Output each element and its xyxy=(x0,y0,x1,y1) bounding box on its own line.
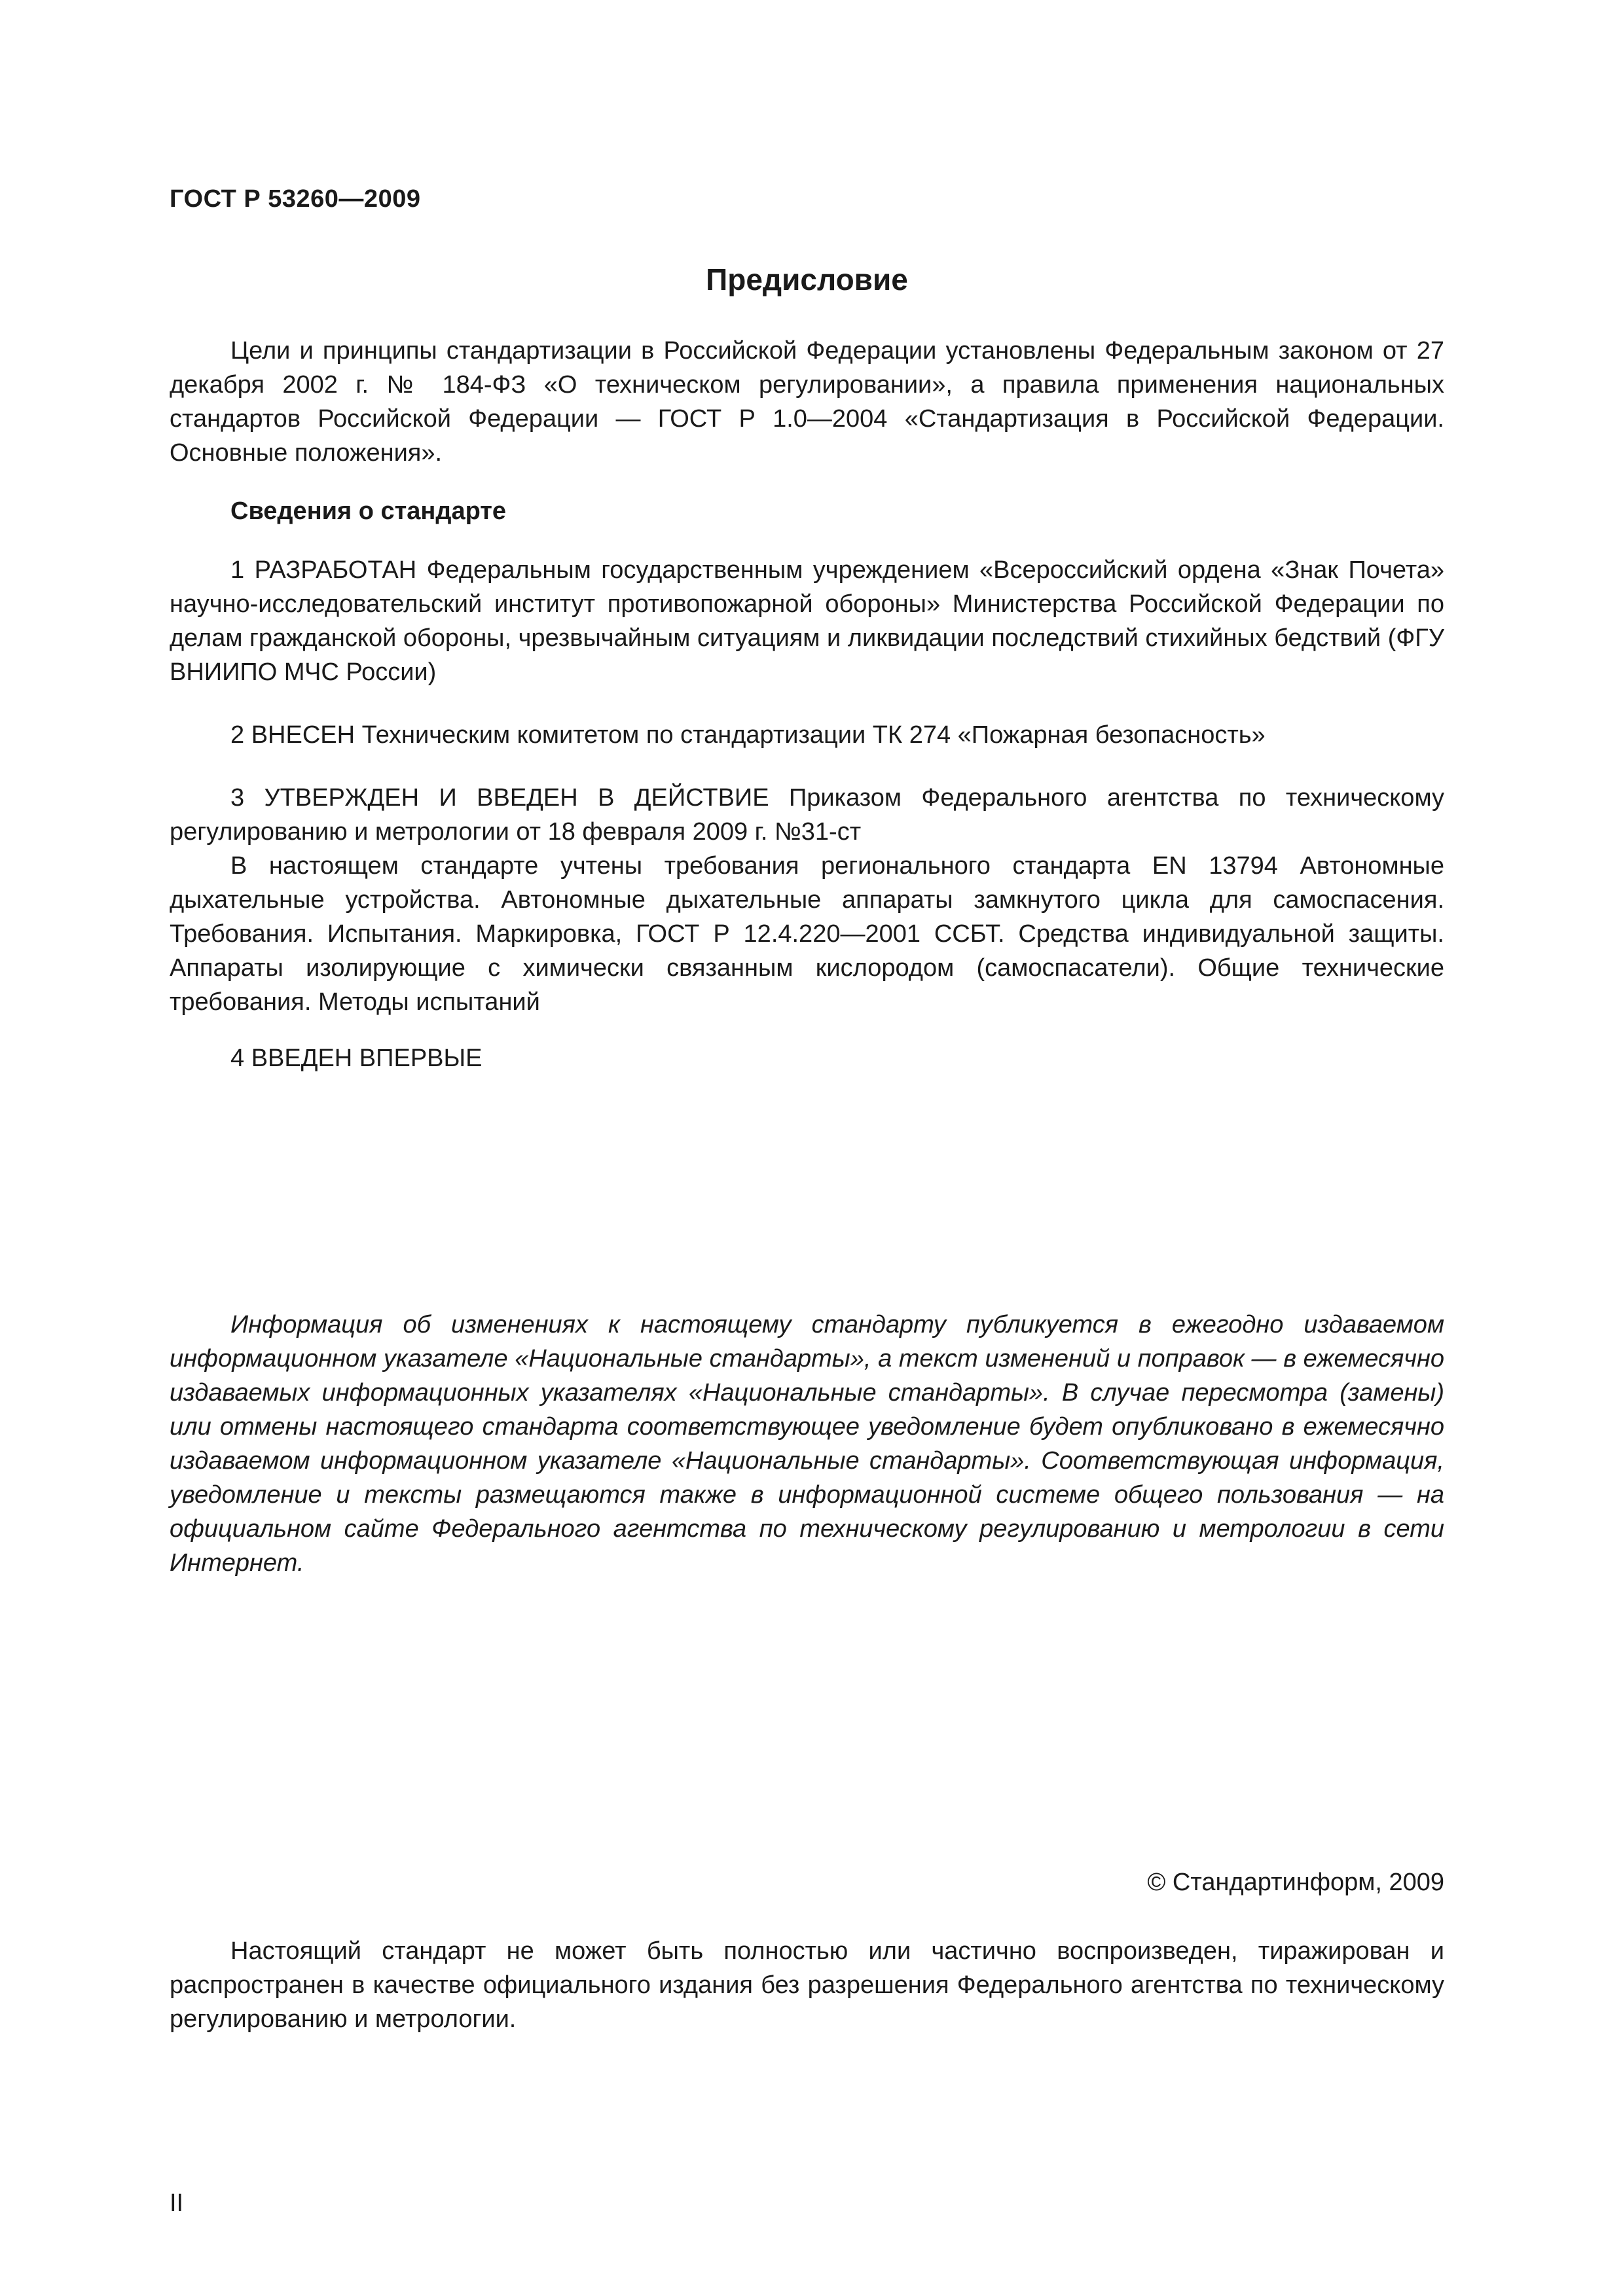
copyright: © Стандартинформ, 2009 xyxy=(1147,1869,1444,1896)
standard-info-heading: Сведения о стандарте xyxy=(230,497,507,525)
page-title: Предисловие xyxy=(706,262,908,296)
page-number: II xyxy=(170,2189,184,2217)
change-info-notice: Информация об изменениях к настоящему стандарту публикуется в ежегодно издаваемом информационном указателе «Национальные стандарты», а текст изменений и поправок — в ежемесячно издаваемых информационных указателях «Национальные стандарты». В случае пересмотра (замены) или отмены настоящего стандарта соответствующее уведомление будет опубликовано в ежемесячно издаваемом информационном указателе «Национальные стандарты». Соответствующая информация, уведомление и тексты размещаются также в информационной системе общего пользования — на официальном сайте Федерального агентства по техническому регулированию и метрологии в сети Интернет. xyxy=(170,1311,1444,1577)
item-2-submitted: 2 ВНЕСЕН Техническим комитетом по стандартизации ТК 274 «Пожарная безопасность» xyxy=(230,721,1266,749)
item-3-approved: 3 УТВЕРЖДЕН И ВВЕДЕН В ДЕЙСТВИЕ Приказом Федерального агентства по техническому регулированию и метрологии от 18 февраля 2009 г. №31-ст xyxy=(170,784,1444,846)
intro-paragraph: Цели и принципы стандартизации в Российской Федерации установлены Федеральным законом от 27 декабря 2002 г. № 184-ФЗ «О техническом регулировании», а правила применения национальных стандартов Российской Федерации — ГОСТ Р 1.0—2004 «Стандартизация в Российской Федерации. Основные положения». xyxy=(170,337,1444,467)
item-1-developed: 1 РАЗРАБОТАН Федеральным государственным учреждением «Всероссийский ордена «Знак Почета» научно-исследовательский институт противопожарной обороны» Министерства Российской Федерации по делам гражданской обороны, чрезвычайным ситуациям и ликвидации последствий стихийных бедствий (ФГУ ВНИИПО МЧС России) xyxy=(170,556,1444,686)
reproduction-notice: Настоящий стандарт не может быть полностью или частично воспроизведен, тиражирован и распространен в качестве официального издания без разрешения Федерального агентства по техническому регулированию и метрологии. xyxy=(170,1937,1444,2033)
item-4-introduced: 4 ВВЕДЕН ВПЕРВЫЕ xyxy=(230,1045,483,1072)
document-code: ГОСТ Р 53260—2009 xyxy=(170,185,421,213)
item-3-note: В настоящем стандарте учтены требования регионального стандарта EN 13794 Автономные дыхательные устройства. Автономные дыхательные аппараты замкнутого цикла для самоспасения. Требования. Испытания. Маркировка, ГОСТ Р 12.4.220—2001 ССБТ. Средства индивидуальной защиты. Аппараты изолирующие с химически связанным кислородом (самоспасатели). Общие технические требования. Методы испытаний xyxy=(170,852,1444,1016)
